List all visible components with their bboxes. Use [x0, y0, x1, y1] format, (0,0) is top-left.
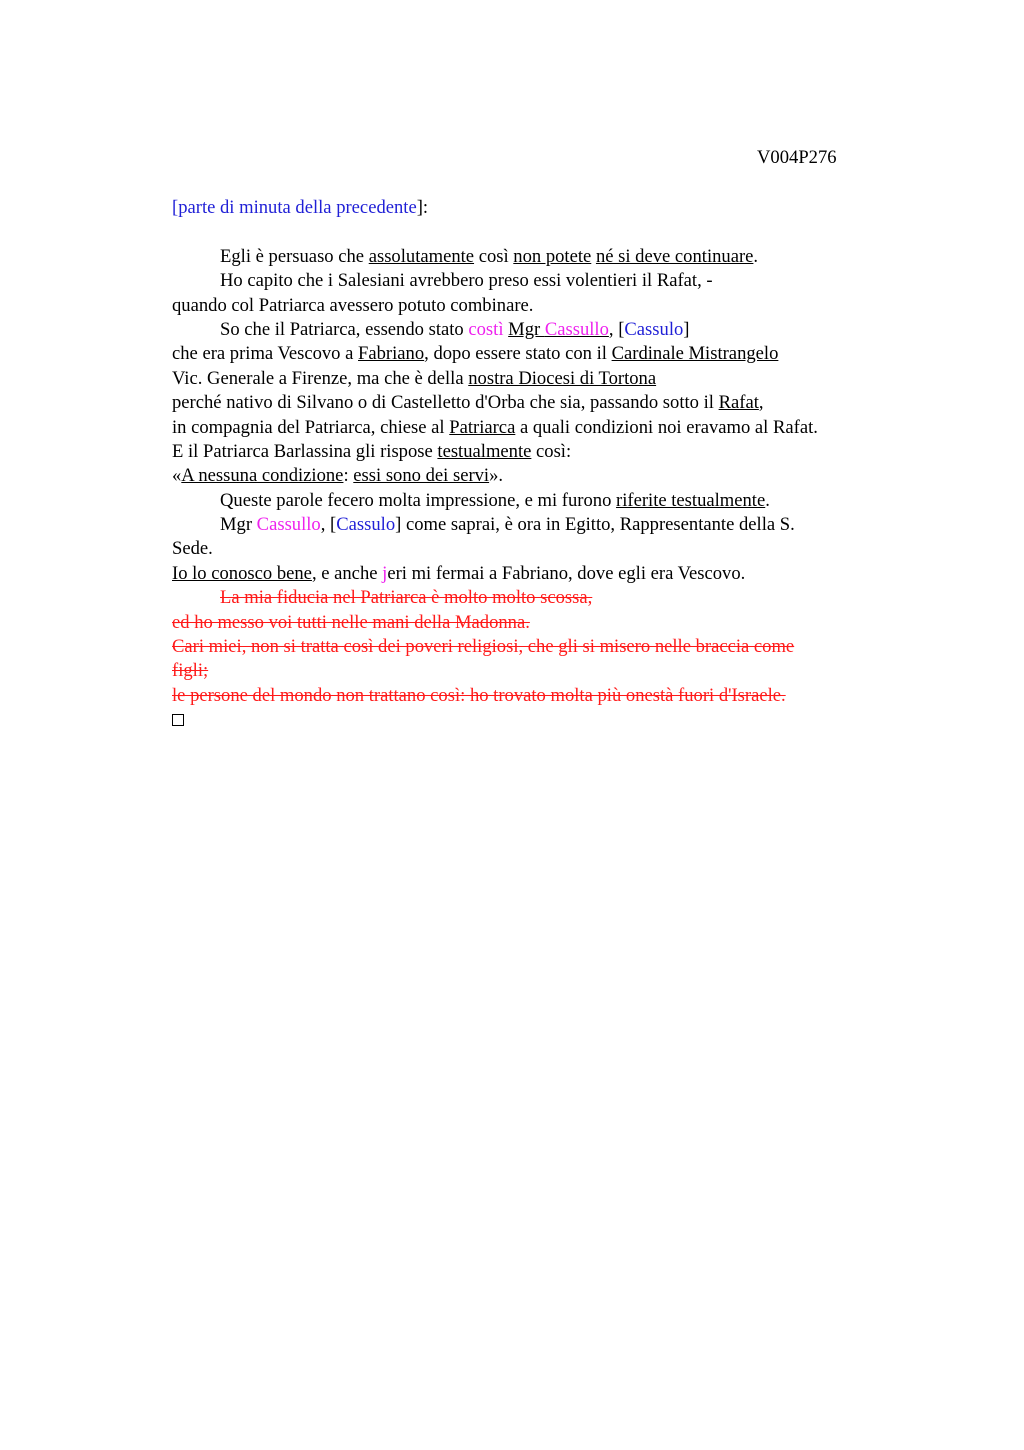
text-segment: Mgr	[508, 318, 545, 340]
text-segment: Vic. Generale a Firenze, ma che è della	[172, 367, 469, 389]
text-segment: eri mi fermai a Fabriano, dove egli era Vescovo.	[387, 562, 746, 584]
editorial-correction: Cassulo	[624, 318, 684, 340]
text-segment: , dopo essere stato con il	[424, 343, 612, 365]
letter-body	[172, 196, 902, 733]
editorial-correction: Cassulo	[336, 514, 396, 536]
text-line-6	[172, 367, 902, 391]
struck-text: le persone del mondo non trattano così: ho trovato molta più onestà fuori d'Israele.	[172, 684, 786, 706]
underlined-text: Patriarca	[449, 416, 516, 438]
underlined-text: Io lo conosco bene	[172, 562, 312, 584]
text-line-4	[172, 318, 902, 342]
text-line-14	[172, 562, 902, 586]
text-line-8	[172, 416, 902, 440]
end-marker-line	[172, 708, 902, 732]
struck-text: Cari miei, non si tratta così dei poveri religiosi, che gli si misero nelle braccia come	[172, 636, 795, 658]
underlined-text	[508, 319, 609, 340]
underlined-text: non potete	[513, 245, 592, 267]
text-segment: Queste parole fecero molta impressione, e mi furono	[220, 489, 617, 511]
highlighted-text: Cassullo	[544, 318, 609, 340]
heading-text: parte di minuta della precedente	[178, 197, 417, 218]
text-segment: Egli è persuaso che	[220, 245, 369, 267]
struck-line-3	[172, 635, 902, 659]
text-segment: ]	[683, 318, 690, 340]
text-segment: ,	[758, 392, 764, 414]
struck-line-5	[172, 684, 902, 708]
text-line-1	[172, 245, 902, 269]
text-segment: Mgr	[220, 514, 257, 536]
text-segment: perché nativo di Silvano o di Castelletto d'Orba che sia, passando sotto il	[172, 392, 719, 414]
editorial-heading	[172, 196, 902, 220]
text-segment: So che il Patriarca, essendo stato	[220, 318, 469, 340]
underlined-text: riferite testualmente	[616, 489, 766, 511]
text-line-12	[172, 513, 902, 537]
text-segment: , [	[320, 514, 337, 536]
page-identifier: V004P276	[757, 147, 837, 168]
underlined-text: assolutamente	[368, 245, 475, 267]
text-line-7	[172, 391, 902, 415]
text-segment: ».	[489, 465, 504, 487]
text-line-13: Sede.	[172, 538, 213, 560]
text-line-10	[172, 464, 902, 488]
underlined-text: nostra Diocesi di Tortona	[468, 367, 657, 389]
struck-text: ed ho messo voi tutti nelle mani della Madonna.	[172, 611, 530, 633]
struck-text: figli;	[172, 660, 209, 682]
heading-close-bracket: ]:	[416, 197, 429, 218]
text-segment: , [	[608, 318, 625, 340]
text-line-2: Ho capito che i Salesiani avrebbero preso essi volentieri il Rafat, -	[220, 270, 713, 292]
struck-line-2	[172, 611, 902, 635]
highlighted-text: j	[382, 562, 388, 584]
text-segment: .	[765, 489, 770, 511]
text-segment: così	[474, 245, 514, 267]
text-segment: che era prima Vescovo a	[172, 343, 359, 365]
text-segment: così:	[531, 440, 572, 462]
text-line-11	[172, 489, 902, 513]
underlined-text: Rafat	[718, 392, 759, 414]
text-line-3: quando col Patriarca avessero potuto combinare.	[172, 294, 534, 316]
text-segment: .	[753, 245, 759, 267]
text-segment: a quali condizioni noi eravamo al Rafat.	[515, 416, 818, 438]
highlighted-text: Cassullo	[256, 514, 321, 536]
text-segment: «	[172, 465, 182, 487]
text-segment: :	[343, 465, 354, 487]
blank-line	[172, 220, 902, 244]
underlined-text: Cardinale Mistrangelo	[611, 343, 779, 365]
text-segment: E il Patriarca Barlassina gli rispose	[172, 440, 438, 462]
underlined-text: né si deve continuare	[595, 245, 754, 267]
text-segment: ] come saprai, è ora in Egitto, Rappresentante della S.	[395, 514, 795, 536]
text-line-5	[172, 342, 902, 366]
struck-text: La mia fiducia nel Patriarca è molto molto scossa,	[220, 587, 593, 609]
underlined-text: A nessuna condizione	[181, 465, 344, 487]
underlined-text: testualmente	[437, 440, 532, 462]
text-line-9	[172, 440, 902, 464]
underlined-text: essi sono dei servi	[353, 465, 490, 487]
text-segment: , e anche	[311, 562, 383, 584]
text-segment: in compagnia del Patriarca, chiese al	[172, 416, 450, 438]
highlighted-text: costì	[468, 318, 504, 340]
heading-open-bracket: [	[172, 197, 179, 218]
struck-line-1	[172, 586, 902, 610]
struck-line-4	[172, 659, 902, 683]
end-square-icon	[172, 714, 184, 726]
underlined-text: Fabriano	[358, 343, 425, 365]
